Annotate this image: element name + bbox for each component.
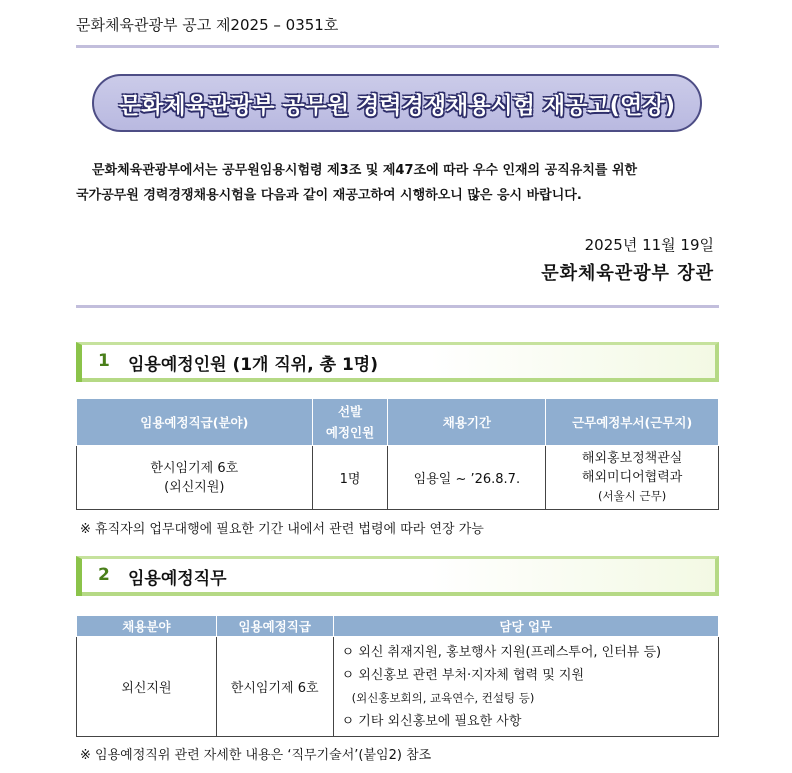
section-2-heading xyxy=(76,556,719,596)
section-2-table xyxy=(76,615,719,737)
header-duties: 담당 업무 xyxy=(333,616,718,637)
cell-dept-line2: 해외미디어협력과 xyxy=(581,470,683,485)
header-quota-line1: 선발 xyxy=(337,404,363,419)
section-1-note: ※ 휴직자의 업무대행에 필요한 기간 내에서 관련 법령에 따라 연장 가능 xyxy=(80,522,484,537)
intro-line-2: 국가공무원 경력경쟁채용시험을 다음과 같이 재공고하여 시행하오니 많은 응시 바랍니다. xyxy=(76,188,582,203)
cell-quota: 1명 xyxy=(312,446,388,510)
table-row xyxy=(77,637,719,737)
header-quota-line2: 예정인원 xyxy=(325,425,375,440)
table-header-row xyxy=(77,399,719,446)
duty-item-2: ㅇ 외신홍보 관련 부처·지자체 협력 및 지원 xyxy=(341,667,585,683)
header-field: 채용분야 xyxy=(77,616,217,637)
header-dept: 근무예정부서(근무지) xyxy=(546,399,719,446)
body-divider xyxy=(76,305,719,308)
page-title: 문화체육관광부 공무원 경력경쟁채용시험 재공고(연장) xyxy=(118,92,676,119)
cell-dept xyxy=(546,446,719,510)
header-quota xyxy=(312,399,388,446)
table-row xyxy=(77,446,719,510)
section-2-number: 2 xyxy=(98,565,110,585)
duty-item-3: ㅇ 기타 외신홍보에 필요한 사항 xyxy=(341,713,522,729)
table-header-row xyxy=(77,616,719,637)
cell-grade-2: 한시임기제 6호 xyxy=(216,637,333,737)
cell-dept-line1: 해외홍보정책관실 xyxy=(581,451,683,466)
section-2-title: 임용예정직무 xyxy=(128,569,227,589)
section-1-title: 임용예정인원 (1개 직위, 총 1명) xyxy=(128,355,378,375)
cell-period: 임용일 ~ ’26.8.7. xyxy=(388,446,546,510)
header-grade-2: 임용예정직급 xyxy=(216,616,333,637)
title-banner xyxy=(92,74,702,132)
cell-grade xyxy=(77,446,313,510)
section-1-number: 1 xyxy=(98,351,110,371)
duty-item-2-sub: (외신홍보회의, 교육연수, 컨설팅 등) xyxy=(351,690,535,705)
section-1-table xyxy=(76,398,719,510)
notice-number: 문화체육관광부 공고 제2025 – 0351호 xyxy=(76,16,339,34)
header-grade: 임용예정직급(분야) xyxy=(77,399,313,446)
intro-line-1: 문화체육관광부에서는 공무원임용시험령 제3조 및 제47조에 따라 우수 인재의 공직유치를 위한 xyxy=(92,163,638,178)
duty-item-1: ㅇ 외신 취재지원, 홍보행사 지원(프레스투어, 인터뷰 등) xyxy=(341,644,662,660)
issuer-signature: 문화체육관광부 장관 xyxy=(541,263,714,284)
cell-duties xyxy=(333,637,718,737)
section-1-heading xyxy=(76,342,719,382)
section-2-note: ※ 임용예정직위 관련 자세한 내용은 ‘직무기술서’(붙임2) 참조 xyxy=(80,748,432,763)
cell-grade-line2: (외신지원) xyxy=(164,479,225,495)
cell-grade-line1: 한시임기제 6호 xyxy=(150,460,239,476)
header-period: 채용기간 xyxy=(388,399,546,446)
cell-field: 외신지원 xyxy=(77,637,217,737)
cell-dept-line3: (서울시 근무) xyxy=(598,489,667,503)
header-divider xyxy=(76,45,719,48)
announcement-date: 2025년 11월 19일 xyxy=(584,236,714,254)
